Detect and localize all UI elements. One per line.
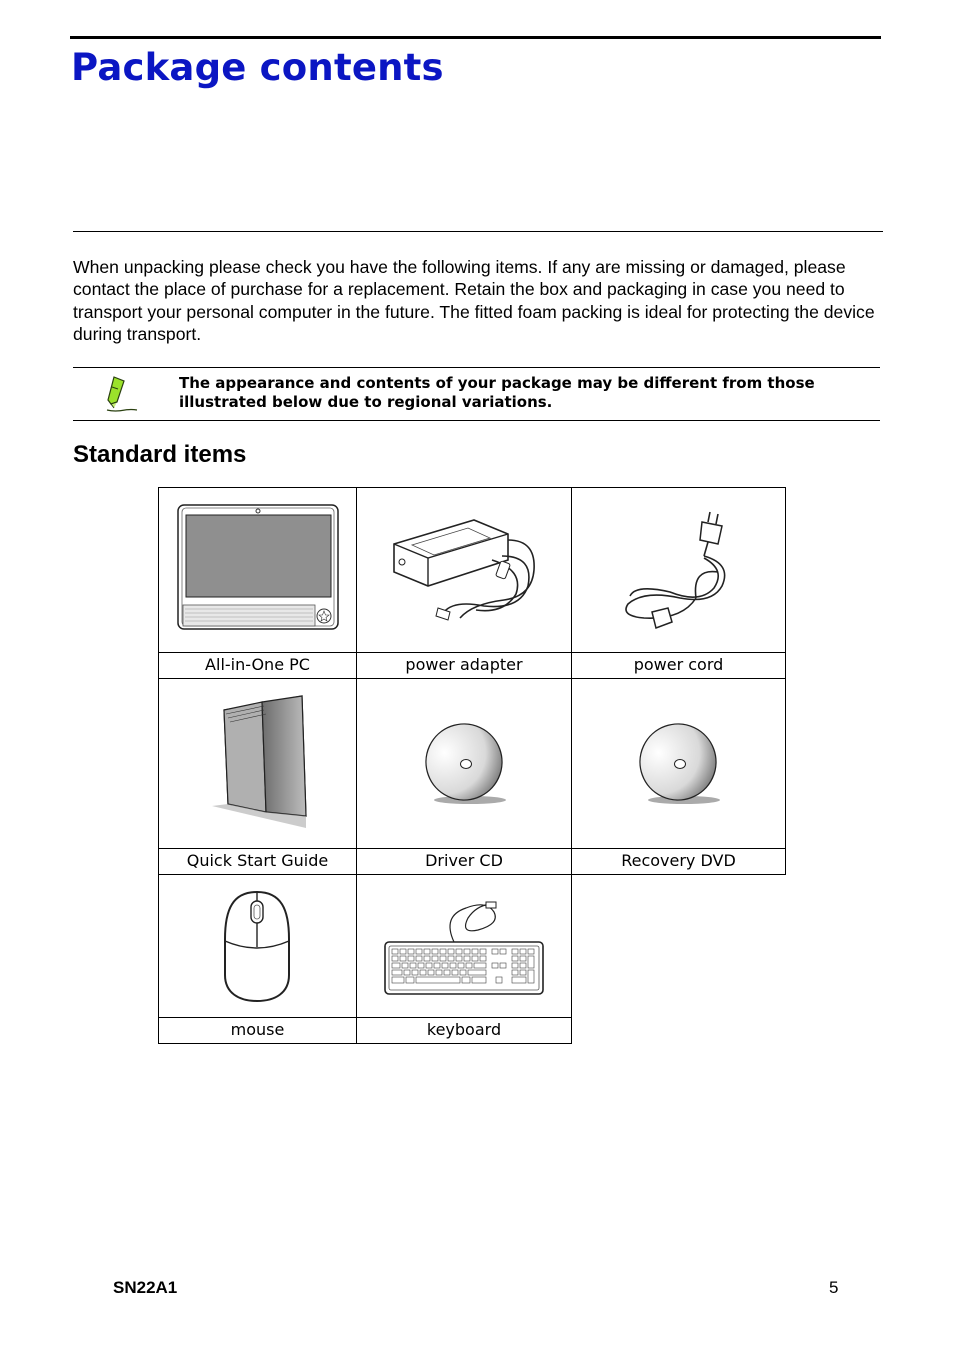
all-in-one-pc-icon bbox=[176, 503, 340, 631]
item-label: Recovery DVD bbox=[571, 848, 786, 875]
intro-paragraph: When unpacking please check you have the following items. If any are missing or damaged, please contact the place of purchase for a replacement. Retain the box and packaging in case you need to transport your personal computer in the future. The fitted foam packing is ideal for protecting the device during transport. bbox=[73, 257, 875, 344]
power-cord-icon bbox=[622, 508, 734, 632]
section-heading: Standard items bbox=[73, 441, 247, 468]
booklet-icon bbox=[206, 694, 310, 832]
note-text: The appearance and contents of your package may be different from those illustrated below due to regional variations. bbox=[179, 374, 815, 411]
page-number: 5 bbox=[829, 1278, 839, 1297]
page-title: Package contents bbox=[71, 46, 444, 89]
top-rule bbox=[70, 36, 881, 39]
disc-icon bbox=[420, 722, 510, 806]
item-label: power adapter bbox=[356, 652, 572, 679]
keyboard-icon bbox=[382, 896, 546, 996]
item-label: power cord bbox=[571, 652, 786, 679]
item-label: mouse bbox=[158, 1017, 357, 1044]
power-adapter-icon bbox=[388, 500, 540, 624]
item-label: Driver CD bbox=[356, 848, 572, 875]
note-box bbox=[73, 367, 880, 421]
item-label: Quick Start Guide bbox=[158, 848, 357, 875]
section-rule bbox=[73, 231, 883, 232]
footer-model: SN22A1 bbox=[113, 1278, 178, 1297]
disc-icon bbox=[634, 722, 724, 806]
item-label: All-in-One PC bbox=[158, 652, 357, 679]
pencil-note-icon bbox=[105, 374, 139, 414]
mouse-icon bbox=[221, 889, 293, 1005]
item-label: keyboard bbox=[356, 1017, 572, 1044]
